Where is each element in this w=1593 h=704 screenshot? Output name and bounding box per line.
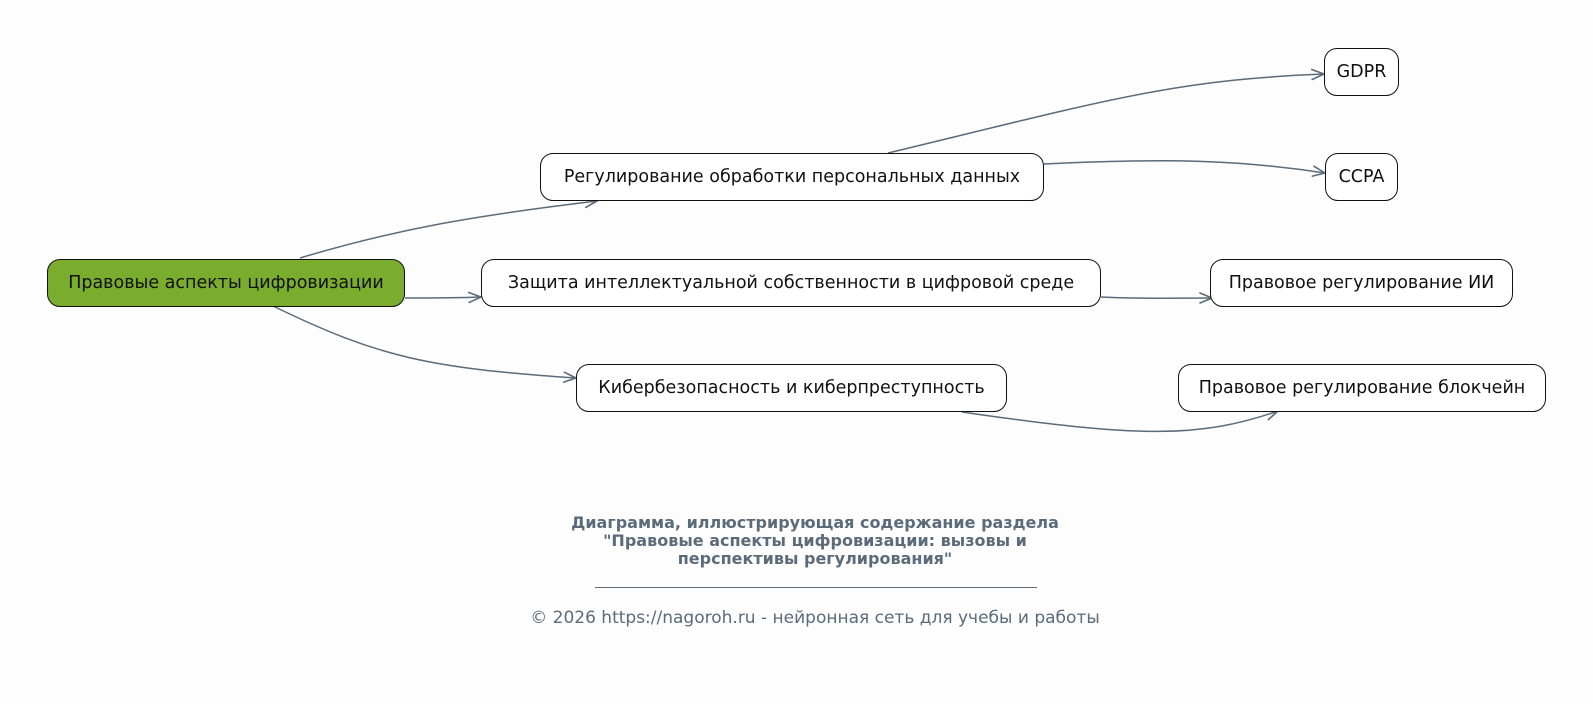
node-ai-regulation[interactable]: Правовое регулирование ИИ bbox=[1210, 259, 1513, 307]
node-root-legal-aspects[interactable]: Правовые аспекты цифровизации bbox=[47, 259, 405, 307]
copyright-footer: © 2026 https://nagoroh.ru - нейронная сеть для учебы и работы bbox=[530, 608, 1100, 628]
caption-line-3: перспективы регулирования" bbox=[677, 549, 953, 568]
node-ccpa[interactable]: CCPA bbox=[1325, 153, 1398, 201]
edge-root-to-personal-data bbox=[300, 201, 597, 258]
node-cybersecurity[interactable]: Кибербезопасность и киберпреступность bbox=[576, 364, 1007, 412]
node-blockchain-regulation[interactable]: Правовое регулирование блокчейн bbox=[1178, 364, 1546, 412]
edge-personal-data-to-gdpr bbox=[888, 74, 1324, 153]
caption-line-2: "Правовые аспекты цифровизации: вызовы и bbox=[603, 531, 1027, 550]
node-gdpr[interactable]: GDPR bbox=[1324, 48, 1399, 96]
diagram-caption bbox=[0, 514, 1593, 568]
edge-personal-data-to-ccpa bbox=[1044, 161, 1325, 173]
caption-divider bbox=[595, 587, 1037, 588]
node-personal-data-regulation[interactable]: Регулирование обработки персональных данных bbox=[540, 153, 1044, 201]
node-ip-protection[interactable]: Защита интеллектуальной собственности в цифровой среде bbox=[481, 259, 1101, 307]
edge-root-to-cyber bbox=[273, 306, 576, 378]
edge-cyber-to-blockchain bbox=[962, 411, 1278, 431]
edge-root-to-ip bbox=[405, 297, 481, 298]
edge-ip-to-ai bbox=[1101, 297, 1212, 298]
caption-line-1: Диаграмма, иллюстрирующая содержание раздела bbox=[571, 513, 1059, 532]
